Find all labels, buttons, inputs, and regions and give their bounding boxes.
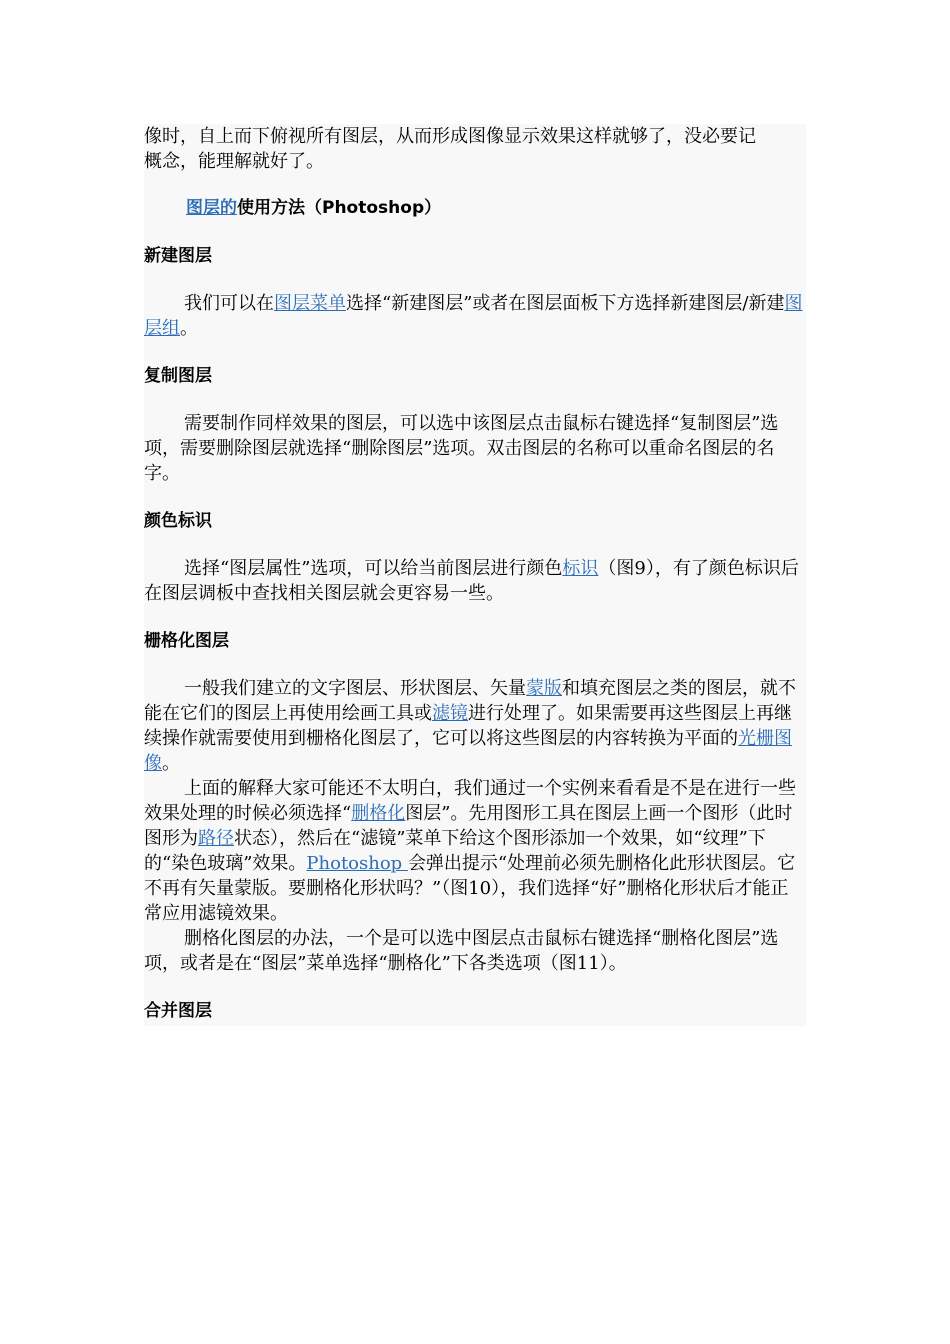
- link-raster-image[interactable]: 光栅图像: [144, 728, 792, 774]
- color-label-paragraph: [144, 556, 806, 606]
- link-layer-menu[interactable]: 图层菜单: [274, 293, 346, 314]
- intro-line-2: 概念，能理解就好了。: [144, 151, 324, 172]
- section-title: [144, 196, 806, 221]
- link-filter[interactable]: 滤镜: [432, 703, 468, 724]
- text-run: 状态），然后在“滤镜”菜单下给这个图形添加一个效果，如“纹理”下的“染色玻璃”效果。: [144, 828, 766, 874]
- link-layer-group[interactable]: 图层组: [144, 293, 803, 339]
- rasterize-paragraph-2: [144, 776, 806, 926]
- text-run: 和填充图层之类的图层，就不能在它们的图层上再使用绘画工具或: [144, 678, 796, 724]
- link-mask[interactable]: 蒙版: [526, 678, 562, 699]
- text-run: 图层”。先用图形工具在图层上画一个图形（此时图形为: [144, 803, 793, 849]
- heading-color-label: 颜色标识: [144, 511, 212, 531]
- link-rasterize[interactable]: 删格化: [351, 803, 406, 824]
- text-run: 选择“新建图层”或者在图层面板下方选择新建图层/新建: [346, 293, 785, 314]
- text-run: 选择“图层属性”选项，可以给当前图层进行颜色: [184, 558, 563, 579]
- intro-line-1: 像时，自上而下俯视所有图层，从而形成图像显示效果这样就够了，没必要记: [144, 126, 756, 147]
- text-run: 上面的解释大家可能还不太明白，我们通过一个实例来看看是不是在进行一些效果处理的时候必须选择“: [144, 778, 796, 824]
- new-layer-paragraph: [144, 291, 806, 341]
- text-run: 会弹出提示“处理前必须先删格化此形状图层。它不再有矢量蒙版。要删格化形状吗？”（图10），我们选择“好”删格化形状后才能正常应用滤镜效果。: [144, 853, 796, 924]
- text-run: 。: [162, 753, 180, 774]
- heading-copy-layer: 复制图层: [144, 366, 212, 386]
- text-run: （图9），有了颜色标识后在图层调板中查找相关图层就会更容易一些。: [144, 558, 799, 604]
- heading-rasterize: 栅格化图层: [144, 631, 229, 651]
- title-text: 使用方法（Photoshop）: [237, 198, 442, 218]
- text-run: 进行处理了。如果需要再这些图层上再继续操作就需要使用到栅格化图层了，它可以将这些图层的内容转换为平面的: [144, 703, 792, 749]
- intro-paragraph: [144, 124, 806, 174]
- rasterize-paragraph-1: [144, 676, 806, 776]
- heading-new-layer: 新建图层: [144, 246, 212, 266]
- link-photoshop[interactable]: Photoshop: [306, 853, 408, 874]
- copy-layer-paragraph: 需要制作同样效果的图层，可以选中该图层点击鼠标右键选择“复制图层”选项，需要删除图层就选择“删除图层”选项。双击图层的名称可以重命名图层的名字。: [144, 413, 779, 484]
- heading-merge: 合并图层: [144, 1001, 212, 1021]
- link-path[interactable]: 路径: [198, 828, 234, 849]
- link-label[interactable]: 标识: [562, 558, 599, 579]
- text-run: 。: [180, 318, 198, 339]
- article-body: [144, 124, 806, 1026]
- title-link[interactable]: 图层的: [186, 198, 237, 218]
- rasterize-paragraph-3: 删格化图层的办法，一个是可以选中图层点击鼠标右键选择“删格化图层”选项，或者是在“图层”菜单选择“删格化”下各类选项（图11）。: [144, 928, 779, 974]
- text-run: 一般我们建立的文字图层、形状图层、矢量: [184, 678, 526, 699]
- text-run: 我们可以在: [184, 293, 274, 314]
